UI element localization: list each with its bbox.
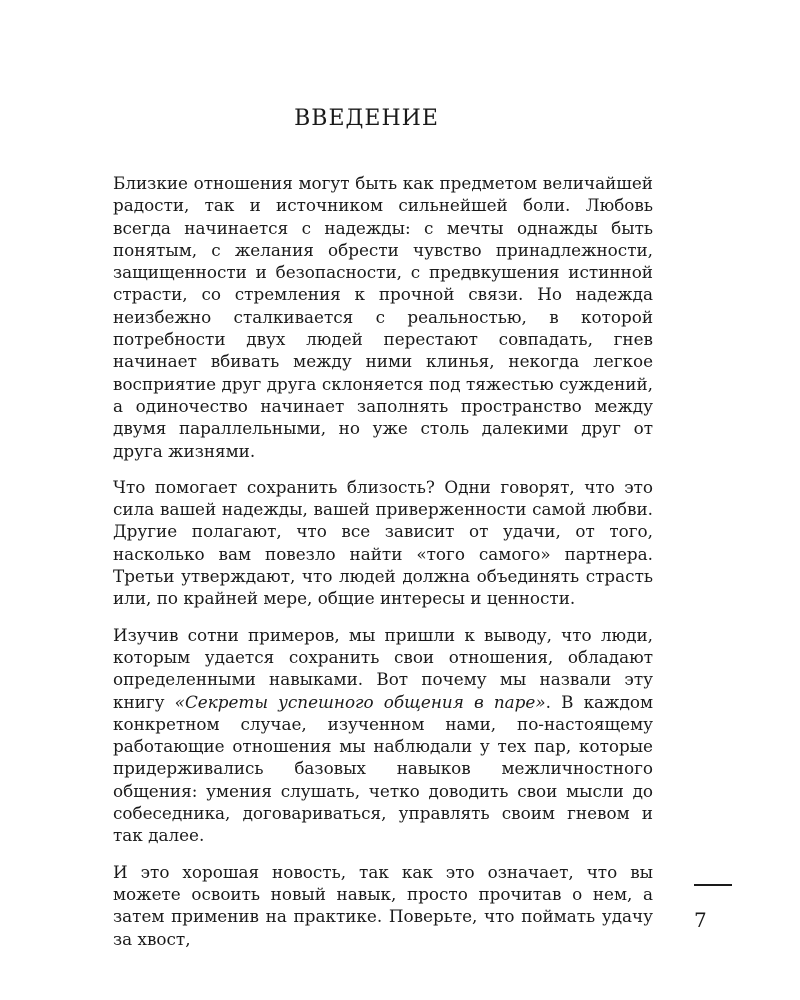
footer-rule: [694, 884, 732, 886]
body-text: [113, 172, 653, 964]
paragraph-2: Что помогает сохранить близость? Одни говорят, что это сила вашей надежды, вашей приверженности самой любви. Другие полагают, что все зависит от удачи, от того, насколько вам повезло найти «того самого» партнера. Третьи утверждают, что людей должна объединять страсть или, по крайней мере, общие интересы и ценности.: [113, 476, 653, 609]
paragraph-4: И это хорошая новость, так как это означает, что вы можете освоить новый навык, просто прочитав о нем, а затем применив на практике. Поверьте, что поймать удачу за хвост,: [113, 861, 653, 949]
paragraph-3-text-after: . В каждом конкретном случае, изученном нами, по-настоящему работающие отношения мы наблюдали у тех пар, которые придерживались базовых навыков межличностного общения: умения слушать, четко доводить свои мысли до собеседника, договариваться, управлять своим гневом и так далее.: [113, 691, 653, 846]
page-number: 7: [694, 908, 707, 932]
paragraph-3-text-before: Изучив сотни примеров, мы пришли к выводу, что люди, которым удается сохранить свои отношения, обладают определенными навыками. Вот почему мы назвали эту книгу: [113, 624, 653, 712]
chapter-title: ВВЕДЕНИЕ: [294, 106, 439, 131]
paragraph-1: Близкие отношения могут быть как предметом величайшей радости, так и источником сильнейшей боли. Любовь всегда начинается с надежды: с мечты однажды быть понятым, с желания обрести чувство принадлежности, защищенности и безопасности, с предвкушения истинной страсти, со стремления к прочной связи. Но надежда неизбежно сталкивается с реальностью, в которой потребности двух людей перестают совпадать, гнев начинает вбивать между ними клинья, некогда легкое восприятие друг друга склоняется под тяжестью суждений, а одиночество начинает заполнять пространство между двумя параллельными, но уже столь далекими друг от друга жизнями.: [113, 173, 653, 461]
paragraph-3: [113, 624, 653, 847]
book-title-italic: «Секреты успешного общения в паре»: [174, 691, 546, 712]
